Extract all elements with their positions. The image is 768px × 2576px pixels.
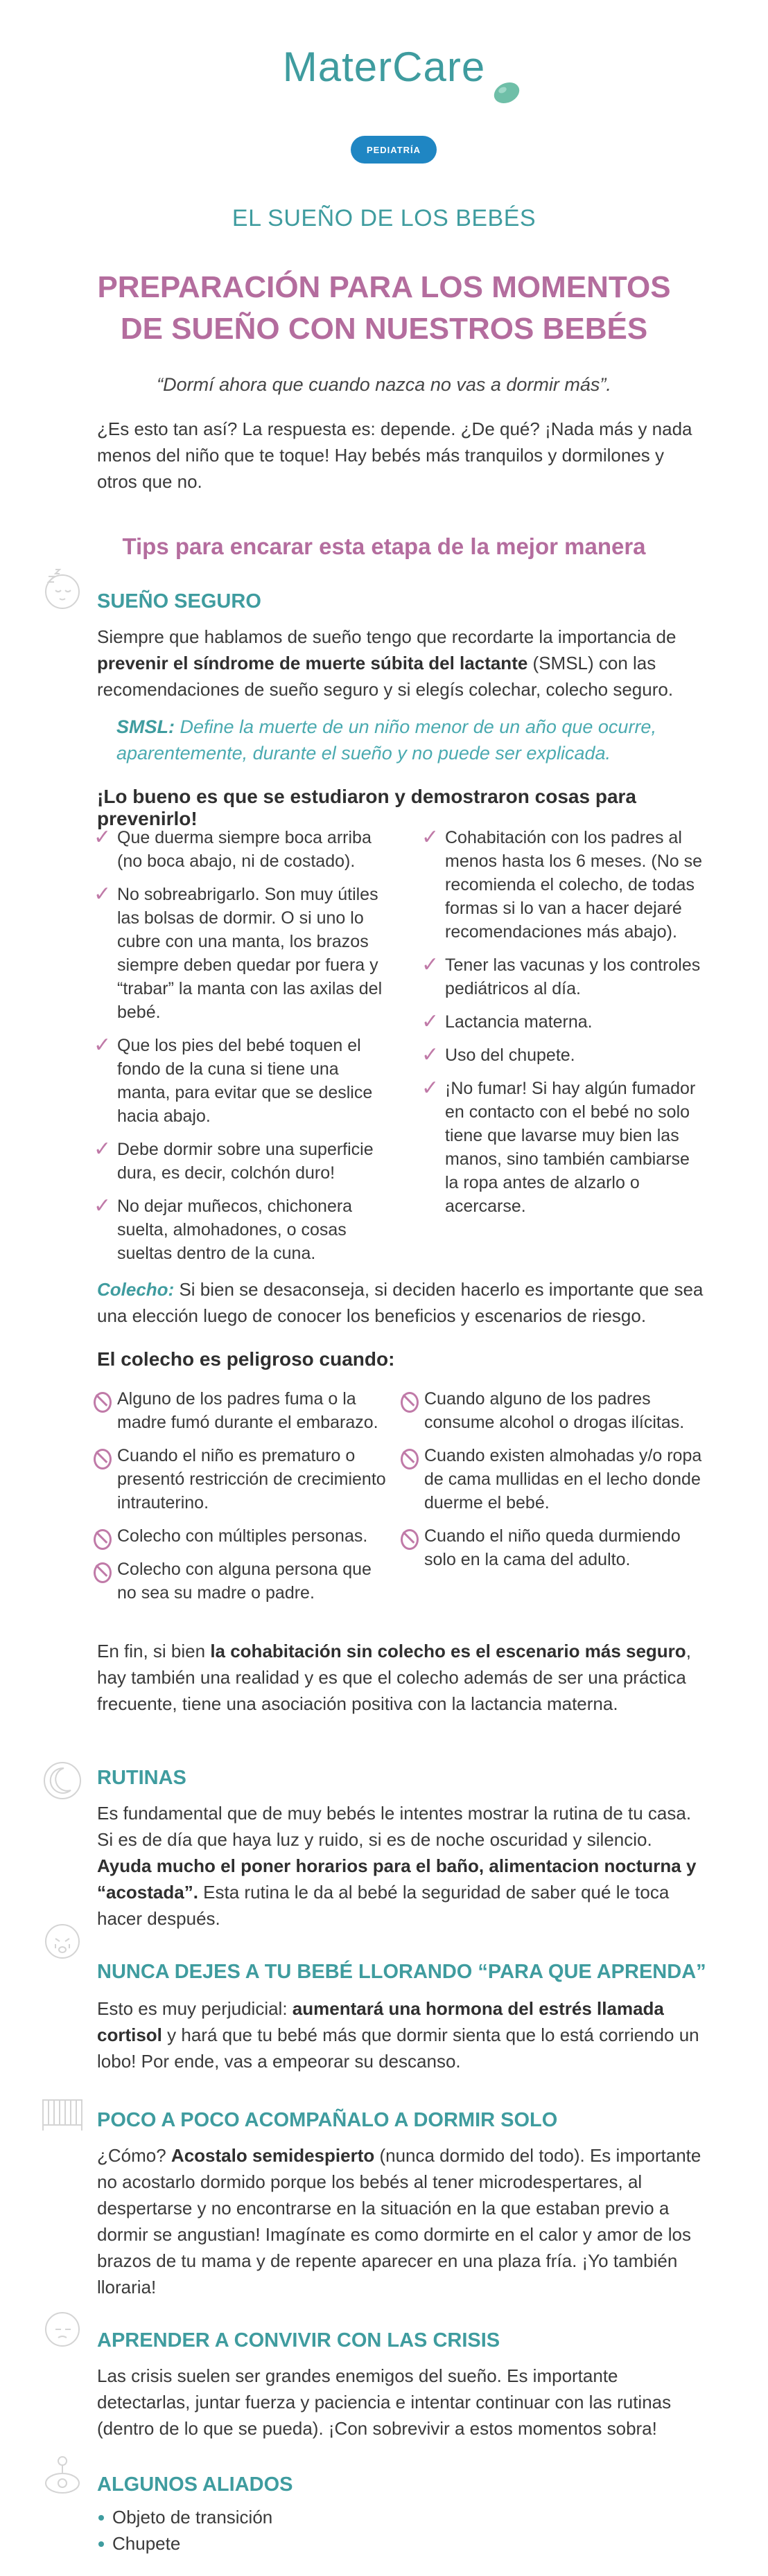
list-item-text: Lactancia materna. [445,1012,593,1032]
routines-text [97,1800,707,1932]
title-line-1: PREPARACIÓN PARA LOS MOMENTOS [97,270,671,304]
prohibited-icon [94,1449,112,1470]
brand-logo[interactable]: MaterCare [282,44,486,90]
list-item-text: Cohabitación con los padres al menos hasta los 6 meses. (No se recomienda el colecho, de todas formas si lo van a hacer dejaré recomendaciones más abajo). [445,828,702,942]
list-item [94,1138,388,1185]
list-item-text: ¡No fumar! Si hay algún fumador en contacto con el bebé no solo tiene que lavarse muy bien las manos, sino también cambiarse la ropa antes de alzarlo o acercarse. [445,1079,696,1216]
intro-text: ¿Es esto tan así? La respuesta es: depende. ¿De qué? ¡Nada más y nada menos del niño que te toque! Hay bebés más tranquilos y dormilones y otros que no. [97,418,692,492]
safe-sleep-intro-a: Siempre que hablamos de sueño tengo que recordarte la importancia de [97,626,677,647]
list-item: Objeto de transición [97,2504,272,2530]
check-icon: ✓ [421,953,439,976]
crib-icon [35,2082,90,2137]
list-item-text: Cuando existen almohadas y/o ropa de cama mullidas en el lecho donde duerme el bebé. [424,1446,702,1512]
list-item-text: Alguno de los padres fuma o la madre fumó durante el embarazo. [117,1389,378,1432]
category-badge[interactable]: PEDIATRÍA [351,136,437,164]
list-item-text: Cuando el niño queda durmiendo solo en la cama del adulto. [424,1526,681,1569]
never-leave-crying-heading: NUNCA DEJES A TU BEBÉ LLORANDO “PARA QUE APRENDA” [97,1961,706,1983]
check-icon: ✓ [421,1010,439,1033]
colecho-intro [97,1276,707,1329]
list-item-text: Que duerma siempre boca arriba (no boca abajo, ni de costado). [117,828,372,871]
list-item [401,1524,706,1571]
list-item-text: Que los pies del bebé toquen el fondo de la cuna si tiene una manta, para evitar que se deslice hacia abajo. [117,1036,373,1126]
colecho-closing-a: En fin, si bien [97,1641,211,1661]
tired-baby-icon [35,2300,90,2356]
list-item [94,1524,388,1548]
intro-quote: “Dormí ahora que cuando nazca no vas a dormir más”. [157,374,611,395]
prevent-heading: ¡Lo bueno es que se estudiaron y demostraron cosas para prevenirlo! [97,786,636,829]
page-title [69,267,699,350]
list-item [94,1034,388,1128]
prevention-list-right [421,826,706,1228]
list-item-text: Colecho con alguna persona que no sea su madre o padre. [117,1560,372,1603]
list-item [94,1387,388,1434]
list-item [401,1387,706,1434]
safe-sleep-intro-b: prevenir el síndrome de muerte súbita del lactante [97,653,528,673]
prohibited-icon [401,1392,419,1413]
list-item-text: Tener las vacunas y los controles pediátricos al día. [445,955,701,998]
logo-drop-icon [491,78,523,105]
list-item [421,953,706,1000]
list-item [401,1444,706,1515]
check-icon: ✓ [94,826,112,849]
list-item-text: No sobreabrigarlo. Son muy útiles las bolsas de dormir. O si uno lo cubre con una manta, los brazos siempre deben quedar por fuera y “trabar” la manta con las axilas del bebé. [117,885,383,1022]
list-item-text: Debe dormir sobre una superficie dura, es decir, colchón duro! [117,1140,374,1183]
little-by-little-b: Acostalo semidespierto [171,2145,375,2166]
list-item [94,826,388,873]
routines-text-b: Ayuda mucho el poner horarios para el baño, alimentacion nocturna y “acostada”. [97,1855,697,1903]
list-item: Chupete [97,2530,272,2557]
check-icon: ✓ [421,826,439,849]
title-line-2: DE SUEÑO CON NUESTROS BEBÉS [120,312,648,346]
list-item [421,1010,706,1034]
smsl-text: Define la muerte de un niño menor de un año que ocurre, aparentemente, durante el sueño y no puede ser explicada. [116,716,656,764]
allies-list [97,2504,272,2557]
section-kicker: EL SUEÑO DE LOS BEBÉS [232,205,536,231]
list-item [94,1558,388,1605]
never-leave-crying-c: y hará que tu bebé más que dormir sienta que lo está corriendo un lobo! Por ende, vas a empeorar su descanso. [97,2024,699,2072]
allies-heading: ALGUNOS ALIADOS [97,2473,293,2496]
colecho-closing-c: , hay también una realidad y es que el colecho además de ser una práctica frecuente, tiene una asociación positiva con la lactancia materna. [97,1641,691,1714]
colecho-text: Si bien se desaconseja, si deciden hacerlo es importante que sea una elección luego de conocer los beneficios y escenarios de riesgo. [97,1279,704,1326]
little-by-little-c: (nunca dormido del todo). Es importante no acostarlo dormido porque los bebés al tener microdespertares, al despertarse y no encontrarse en la situación en la que estaban previo a dormir se angustian! Imagínate es como dormirte en el calor y amor de los brazos de tu mama y de repente aparecer en una plaza fría. ¡Yo también lloraria! [97,2145,701,2297]
smsl-term: SMSL: [116,716,175,737]
tips-heading: Tips para encarar esta etapa de la mejor manera [122,533,646,559]
list-item [421,826,706,944]
prohibited-icon [401,1449,419,1470]
crisis-text: Las crisis suelen ser grandes enemigos del sueño. Es importante detectarlas, juntar fuerza y paciencia e intentar continuar con las rutinas (dentro de lo que se pueda). ¡Con sobrevivir a estos momentos sobra! [97,2365,672,2439]
smsl-definition [116,714,699,766]
list-item-text: Colecho con múltiples personas. [117,1526,368,1546]
moon-icon [35,1753,90,1808]
prohibited-icon [94,1562,112,1583]
list-item-text: Cuando alguno de los padres consume alcohol o drogas ilícitas. [424,1389,685,1432]
check-icon: ✓ [94,1034,112,1057]
list-item [94,883,388,1024]
safe-sleep-intro-c: (SMSL) con las recomendaciones de sueño seguro y si elegís colechar, colecho seguro. [97,653,674,700]
check-icon: ✓ [421,1077,439,1100]
list-item [94,1194,388,1265]
crisis-heading: APRENDER A CONVIVIR CON LAS CRISIS [97,2329,500,2352]
never-leave-crying-a: Esto es muy perjudicial: [97,1998,293,2019]
prohibited-icon [401,1529,419,1550]
prohibited-icon [94,1529,112,1550]
crying-baby-icon [35,1912,90,1968]
little-by-little-heading: POCO A POCO ACOMPAÑALO A DORMIR SOLO [97,2109,558,2131]
prohibited-icon [94,1392,112,1413]
little-by-little-text [97,2142,707,2300]
check-icon: ✓ [94,1194,112,1217]
sleeping-baby-icon [35,561,90,617]
colecho-risk-list-right [401,1387,706,1581]
list-item [421,1077,706,1218]
list-item [421,1043,706,1067]
prevention-list-left [94,826,388,1275]
never-leave-crying-text [97,1995,707,2074]
safe-sleep-heading: SUEÑO SEGURO [97,590,261,612]
colecho-closing-b: la cohabitación sin colecho es el escenario más seguro [210,1641,686,1661]
pacifier-icon [35,2451,90,2507]
list-item [94,1444,388,1515]
never-leave-crying-b: aumentará una hormona del estrés llamada cortisol [97,1998,664,2045]
routines-heading: RUTINAS [97,1767,186,1789]
safe-sleep-intro [97,624,707,703]
check-icon: ✓ [94,883,112,906]
check-icon: ✓ [421,1043,439,1066]
colecho-term: Colecho: [97,1279,175,1300]
colecho-risk-list-left [94,1387,388,1614]
list-item-text: No dejar muñecos, chichonera suelta, almohadones, o cosas sueltas dentro de la cuna. [117,1197,353,1263]
list-item-text: Cuando el niño es prematuro o presentó restricción de crecimiento intrauterino. [117,1446,386,1512]
colecho-closing [97,1638,707,1717]
routines-text-c: Esta rutina le da al bebé la seguridad de saber qué le toca hacer después. [97,1882,670,1929]
list-item-text: Uso del chupete. [445,1046,575,1065]
colecho-danger-heading: El colecho es peligroso cuando: [97,1348,395,1370]
little-by-little-a: ¿Cómo? [97,2145,171,2166]
routines-text-a: Es fundamental que de muy bebés le intentes mostrar la rutina de tu casa. Si es de día que haya luz y ruido, si es de noche oscuridad y silencio. [97,1803,692,1850]
check-icon: ✓ [94,1138,112,1161]
